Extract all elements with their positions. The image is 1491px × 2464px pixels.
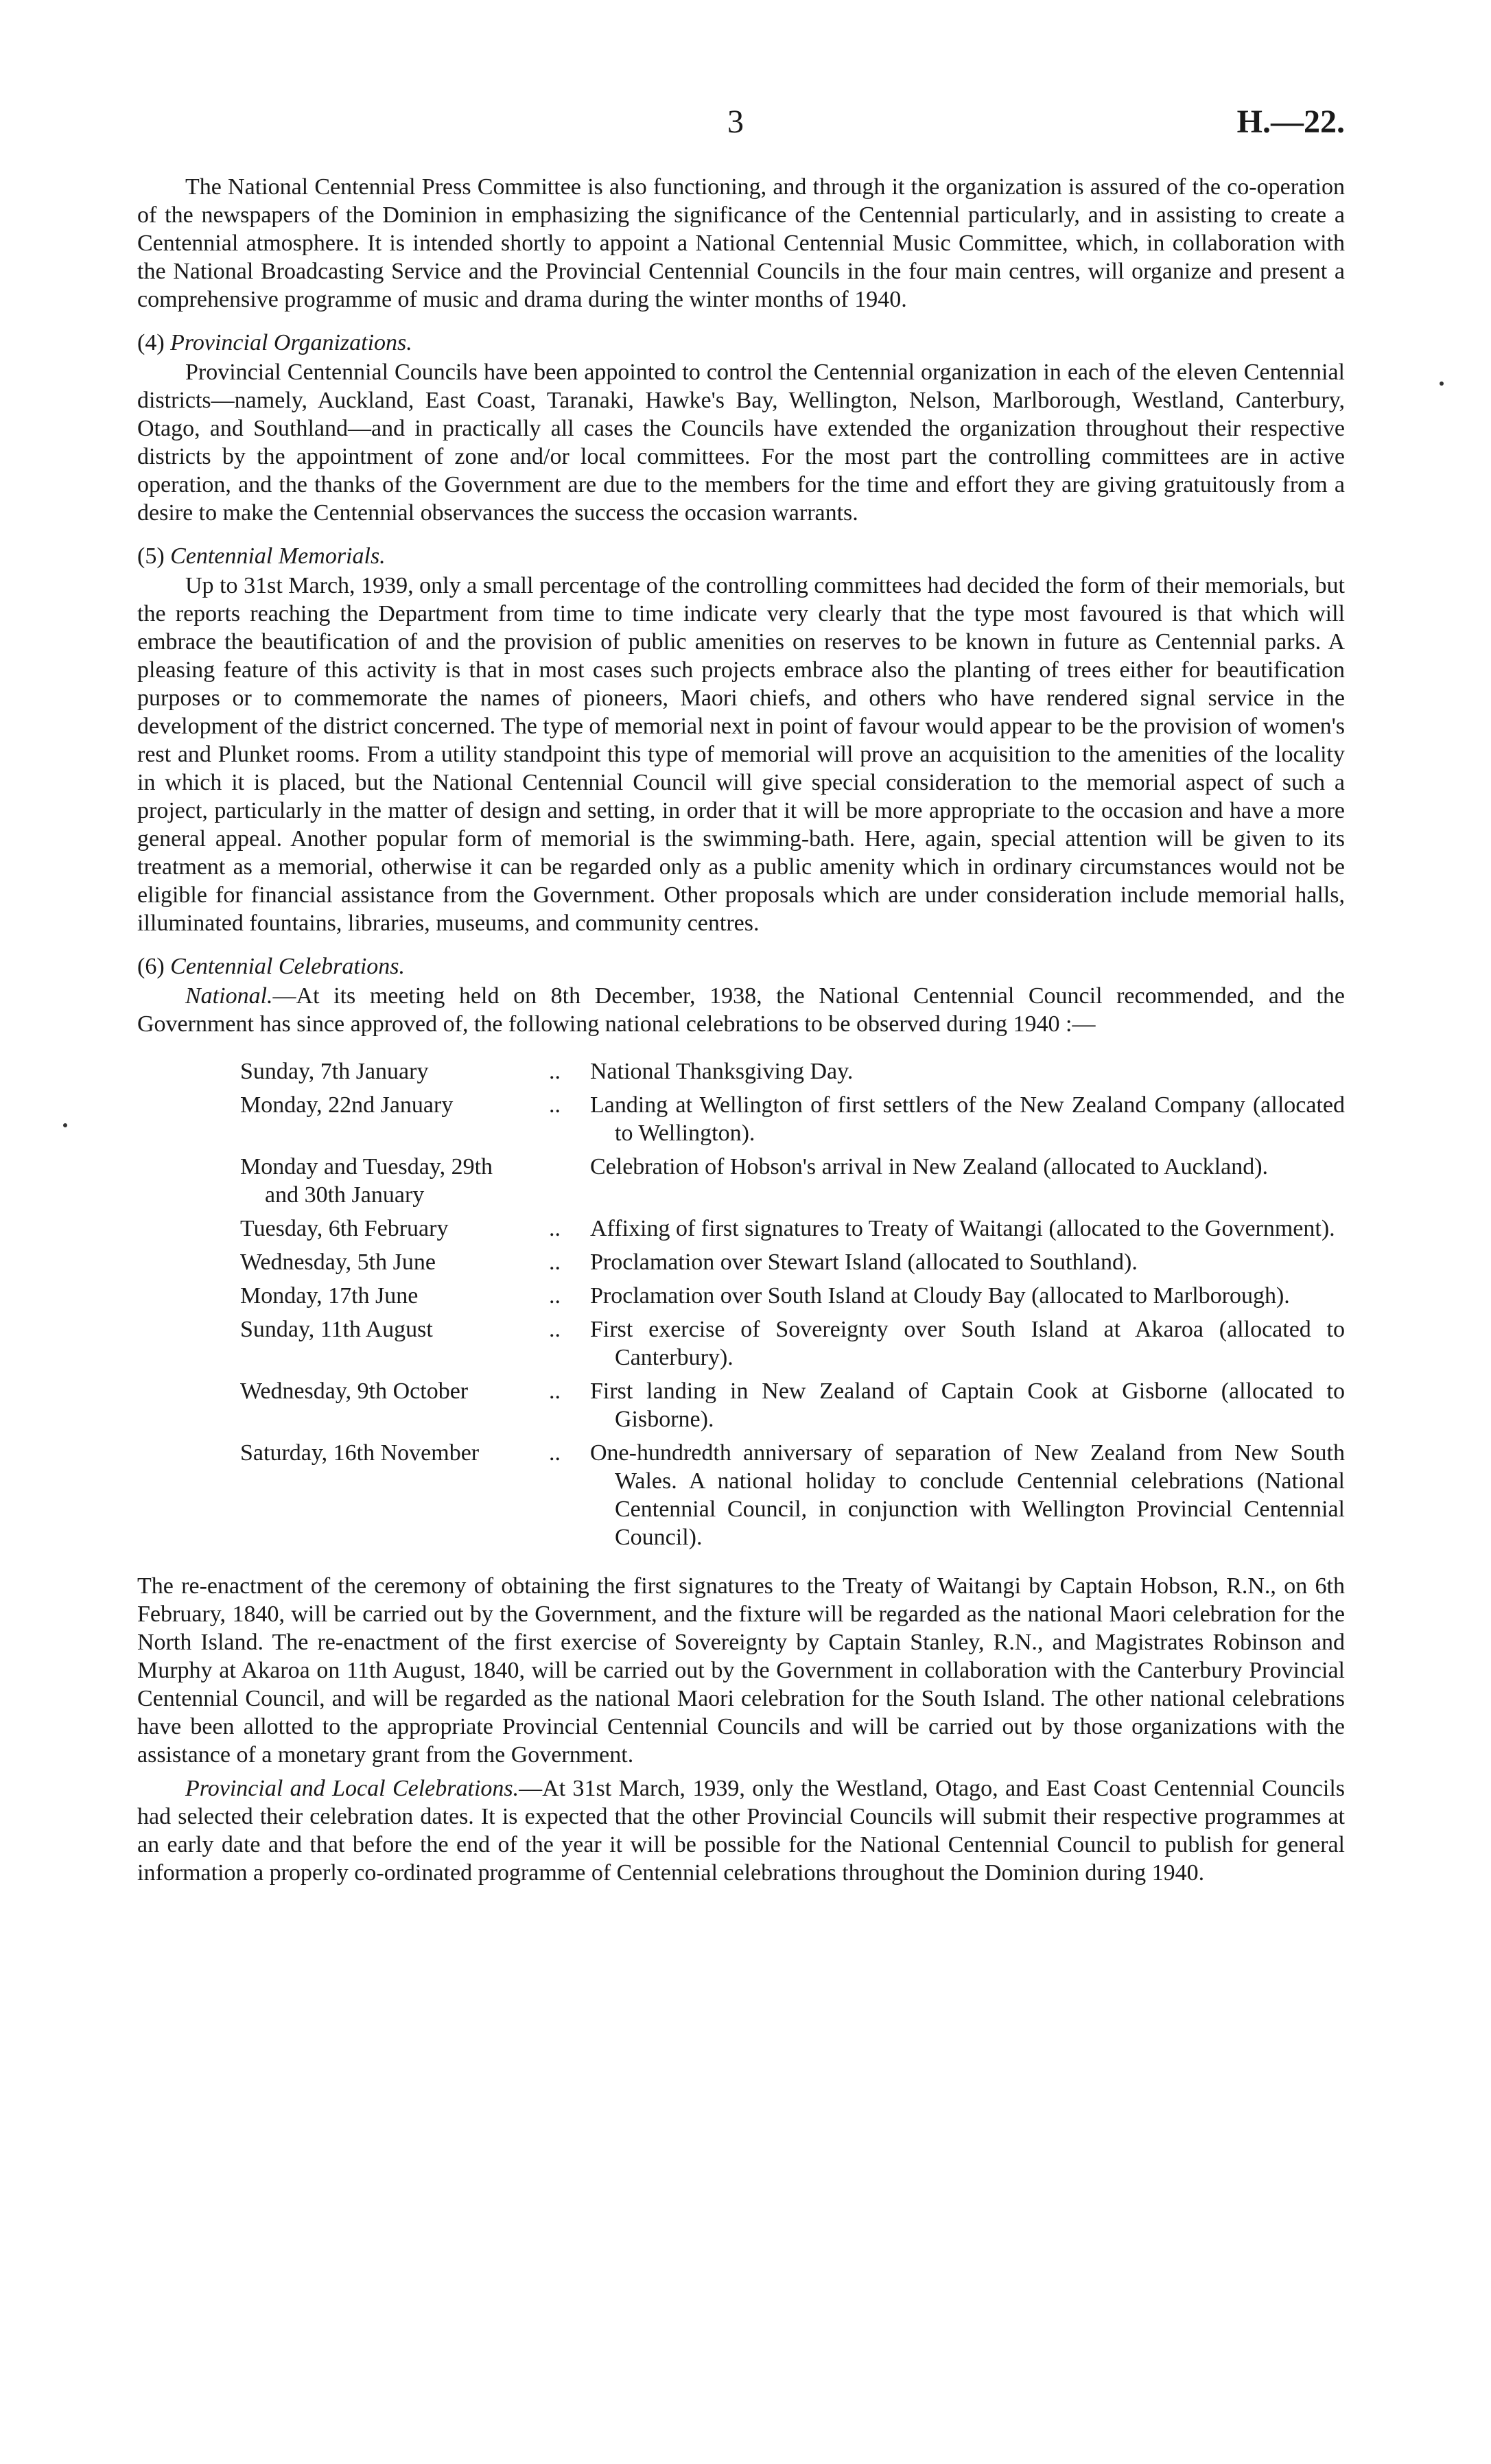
schedule-event-text: First exercise of Sovereignty over South Island at Akaroa (allocated to Canterbury). <box>590 1317 1345 1370</box>
schedule-leader-dots: .. <box>549 1317 561 1342</box>
schedule-event-text: One-hundredth anniversary of separation of New Zealand from New South Wales. A national holiday to conclude Centennial celebrations (National Centennial Council, in conjunction with Wellington Provincial Centennial Council). <box>590 1440 1345 1550</box>
schedule-leader-dots: .. <box>549 1283 561 1309</box>
schedule-date <box>240 1315 549 1377</box>
schedule-event <box>590 1215 1345 1248</box>
schedule-row <box>240 1215 1345 1248</box>
schedule-date-text: Monday and Tuesday, 29th <box>240 1154 493 1180</box>
page-number: 3 <box>727 104 744 140</box>
schedule-row <box>240 1282 1345 1315</box>
schedule-date-continuation: and 30th January <box>265 1182 425 1208</box>
document-body <box>137 173 1345 1887</box>
schedule-event-text: Proclamation over South Island at Cloudy Bay (allocated to Marlborough). <box>590 1283 1290 1309</box>
schedule-event <box>590 1282 1345 1315</box>
schedule-leader-dots: .. <box>549 1216 561 1241</box>
schedule-date <box>240 1439 549 1557</box>
page-header <box>137 103 1345 144</box>
schedule-event <box>590 1315 1345 1377</box>
schedule-date-text: Saturday, 16th November <box>240 1440 480 1466</box>
schedule-leader-dots <box>549 1153 590 1215</box>
schedule-event <box>590 1091 1345 1153</box>
section-title: Centennial Memorials. <box>170 543 386 569</box>
schedule-leader-dots: .. <box>549 1440 561 1466</box>
schedule-event-text: National Thanksgiving Day. <box>590 1059 854 1084</box>
margin-dot <box>1440 382 1444 386</box>
paragraph-national-text: —At its meeting held on 8th December, 1938, the National Centennial Council recommended, and the Government has since approved of, the following national celebrations to be observed during 1940 :— <box>137 983 1345 1037</box>
section-title: Provincial Organizations. <box>170 330 412 355</box>
paragraph-reenactment: The re-enactment of the ceremony of obtaining the first signatures to the Treaty of Waitangi by Captain Hobson, R.N., on 6th February, 1840, will be carried out by the Government, and the fixture will be regarded as the national Maori celebration for the North Island. The re-enactment of the first exercise of Sovereignty by Captain Stanley, R.N., and Magistrates Robinson and Murphy at Akaroa on 11th August, 1840, will be carried out by the Government in collaboration with the Canterbury Provincial Centennial Council, and will be regarded as the national Maori celebration for the South Island. The other national celebrations have been allotted to the appropriate Provincial Centennial Councils and will be carried out by those organizations with the assistance of a monetary grant from the Government. <box>137 1573 1345 1768</box>
margin-dot <box>63 1123 67 1127</box>
schedule-event-text: Landing at Wellington of first settlers of the New Zealand Company (allocated to Wellington). <box>590 1092 1345 1146</box>
paragraph-press-committee: The National Centennial Press Committee is also functioning, and through it the organization is assured of the co-operation of the newspapers of the Dominion in emphasizing the significance of the Centennial particularly, and in assisting to create a Centennial atmosphere. It is intended shortly to appoint a National Centennial Music Committee, which, in collaboration with the National Broadcasting Service and the Provincial Centennial Councils in the four main centres, will organize and present a comprehensive programme of music and drama during the winter months of 1940. <box>137 174 1345 312</box>
schedule-row <box>240 1315 1345 1377</box>
schedule-date <box>240 1377 549 1439</box>
schedule-event-text: Celebration of Hobson's arrival in New Zealand (allocated to Auckland). <box>590 1154 1269 1180</box>
schedule-row <box>240 1439 1345 1557</box>
schedule-date <box>240 1091 549 1153</box>
section-heading-provincial-organizations <box>137 329 1345 357</box>
schedule-date <box>240 1057 549 1091</box>
schedule-leader-dots: .. <box>549 1092 561 1118</box>
schedule-event <box>590 1057 1345 1091</box>
section-number: (4) <box>137 330 165 355</box>
paragraph-provincial-celebrations <box>137 1774 1345 1887</box>
paragraph-national <box>137 982 1345 1038</box>
paragraph-lead-provincial: Provincial and Local Celebrations. <box>185 1776 519 1801</box>
schedule-date-text: Tuesday, 6th February <box>240 1216 449 1241</box>
schedule-date <box>240 1248 549 1282</box>
schedule-event <box>590 1377 1345 1439</box>
schedule-date-text: Wednesday, 5th June <box>240 1249 436 1275</box>
schedule-date-text: Monday, 22nd January <box>240 1092 454 1118</box>
schedule-event <box>590 1439 1345 1557</box>
schedule-row <box>240 1153 1345 1215</box>
section-number: (6) <box>137 954 165 979</box>
schedule-event <box>590 1153 1345 1215</box>
section-heading-centennial-memorials <box>137 542 1345 570</box>
schedule-row <box>240 1057 1345 1091</box>
schedule-event-text: Proclamation over Stewart Island (allocated to Southland). <box>590 1249 1138 1275</box>
schedule-row <box>240 1091 1345 1153</box>
schedule-date-text: Sunday, 7th January <box>240 1059 429 1084</box>
schedule-row <box>240 1377 1345 1439</box>
paragraph-lead-national: National. <box>185 983 273 1009</box>
schedule-date <box>240 1153 549 1215</box>
section-number: (5) <box>137 543 165 569</box>
document-reference: H.—22. <box>1236 104 1345 140</box>
schedule-leader-dots: .. <box>549 1059 561 1084</box>
schedule-date <box>240 1215 549 1248</box>
schedule-event <box>590 1248 1345 1282</box>
schedule-date <box>240 1282 549 1315</box>
schedule-leader-dots: .. <box>549 1249 561 1275</box>
paragraph-provincial-text: —At 31st March, 1939, only the Westland, Otago, and East Coast Centennial Councils had selected their celebration dates. It is expected that the other Provincial Councils will submit their respective programmes at an early date and that before the end of the year it will be possible for the National Centennial Council to publish for general information a properly co-ordinated programme of Centennial celebrations throughout the Dominion during 1940. <box>137 1776 1345 1886</box>
schedule-date-text: Monday, 17th June <box>240 1283 419 1309</box>
paragraph-provincial-organizations: Provincial Centennial Councils have been appointed to control the Centennial organization in each of the eleven Centennial districts—namely, Auckland, East Coast, Taranaki, Hawke's Bay, Wellington, Nelson, Marlborough, Westland, Canterbury, Otago, and Southland—and in practically all cases the Councils have extended the organization throughout their respective districts by the appointment of zone and/or local committees. For the most part the controlling committees are in active operation, and the thanks of the Government are due to the members for the time and effort they are giving gratuitously from a desire to make the Centennial observances the success the occasion warrants. <box>137 360 1345 526</box>
celebrations-schedule <box>240 1057 1345 1557</box>
schedule-date-text: Sunday, 11th August <box>240 1317 433 1342</box>
schedule-leader-dots: .. <box>549 1378 561 1404</box>
paragraph-centennial-memorials: Up to 31st March, 1939, only a small percentage of the controlling committees had decided the form of their memorials, but the reports reaching the Department from time to time indicate very clearly that the type most favoured is that which will embrace the beautification of and the provision of public amenities on reserves to be known in future as Centennial parks. A pleasing feature of this activity is that in most cases such projects embrace also the planting of trees either for beautification purposes or to commemorate the names of pioneers, Maori chiefs, and others who have rendered signal service in the development of the district concerned. The type of memorial next in point of favour would appear to be the provision of women's rest and Plunket rooms. From a utility standpoint this type of memorial will prove an acquisition to the amenities of the locality in which it is placed, but the National Centennial Council will give special consideration to the memorial aspect of such a project, particularly in the matter of design and setting, in order that it will be more appropriate to the occasion and have a more general appeal. Another popular form of memorial is the swimming-bath. Here, again, special attention will be given to its treatment as a memorial, otherwise it can be regarded only as a public amenity which in ordinary circumstances would not be eligible for financial assistance from the Government. Other proposals which are under consideration include memorial halls, illuminated fountains, libraries, museums, and community centres. <box>137 573 1345 936</box>
schedule-event-text: Affixing of first signatures to Treaty of Waitangi (allocated to the Government). <box>590 1216 1335 1241</box>
schedule-row <box>240 1248 1345 1282</box>
schedule-event-text: First landing in New Zealand of Captain Cook at Gisborne (allocated to Gisborne). <box>590 1378 1345 1432</box>
schedule-date-text: Wednesday, 9th October <box>240 1378 469 1404</box>
section-title: Centennial Celebrations. <box>170 954 406 979</box>
section-heading-centennial-celebrations <box>137 952 1345 981</box>
